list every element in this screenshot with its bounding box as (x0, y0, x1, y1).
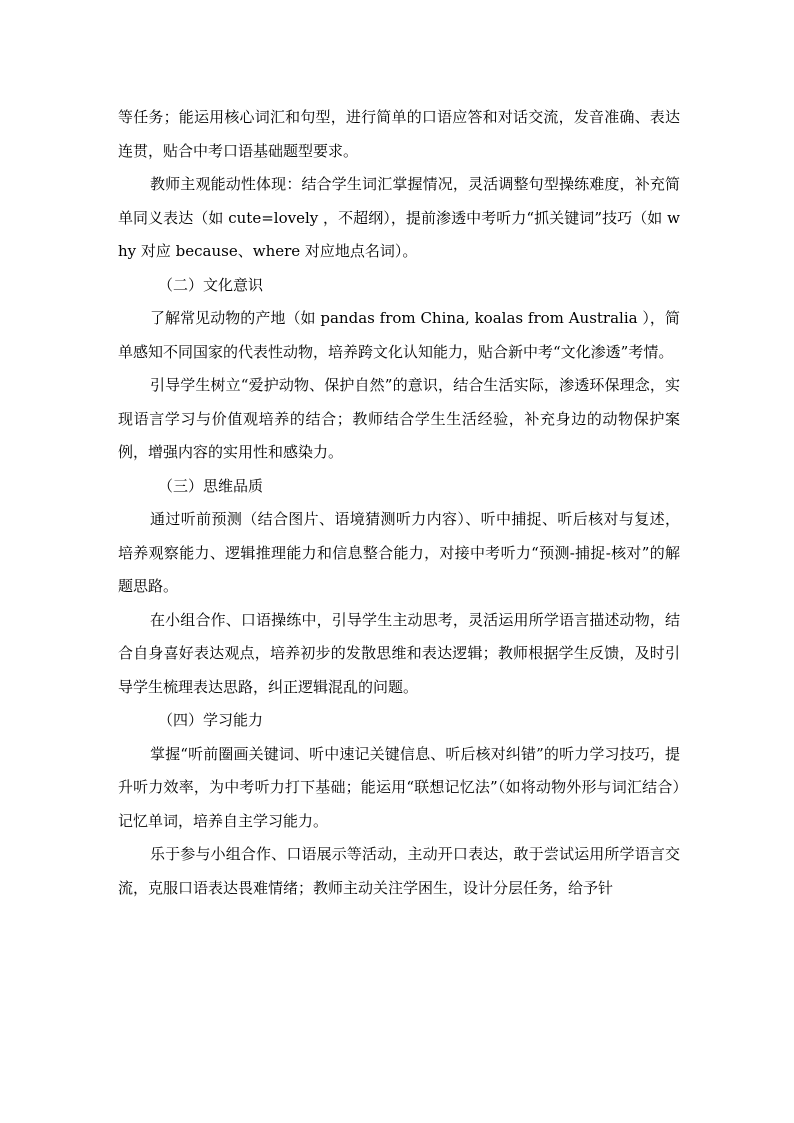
body-paragraph: 掌握“听前圈画关键词、听中速记关键信息、听后核对纠错”的听力学习技巧，提升听力效率，为中考听力打下基础；能运用“联想记忆法”（如将动物外形与词汇结合）记忆单词，培养自主学习能力。 (118, 744, 680, 830)
body-paragraph: 通过听前预测（结合图片、语境猜测听力内容）、听中捕捉、听后核对与复述，培养观察能力、逻辑推理能力和信息整合能力，对接中考听力“预测-捕捉-核对”的解题思路。 (118, 510, 680, 595)
section-heading-thinking: （三）思维品质 (158, 476, 264, 495)
section-heading-culture: （二）文化意识 (158, 275, 264, 294)
continuation-paragraph: 等任务；能运用核心词汇和句型，进行简单的口语应答和对话交流，发音准确、表达连贯，贴合中考口语基础题型要求。 (118, 108, 680, 160)
document-body (118, 101, 680, 905)
body-paragraph: 在小组合作、口语操练中，引导学生主动思考，灵活运用所学语言描述动物，结合自身喜好表达观点，培养初步的发散思维和表达逻辑；教师根据学生反馈，及时引导学生梳理表达思路，纠正逻辑混乱的问题。 (118, 610, 680, 696)
body-paragraph: 乐于参与小组合作、口语展示等活动，主动开口表达，敢于尝试运用所学语言交流，克服口语表达畏难情绪；教师主动关注学困生，设计分层任务，给予针 (118, 845, 680, 897)
section-heading-learning: （四）学习能力 (158, 711, 264, 729)
body-paragraph: 教师主观能动性体现：结合学生词汇掌握情况，灵活调整句型操练难度，补充简单同义表达（如 cute=lovely ，不超纲），提前渗透中考听力“抓关键词”技巧（如 why 对应 because、where 对应地点名词）。 (118, 175, 680, 260)
body-paragraph: 了解常见动物的产地（如 pandas from China, koalas from Australia ），简单感知不同国家的代表性动物，培养跨文化认知能力，贴合新中考“文化渗透”考情。 (118, 309, 680, 361)
body-paragraph: 引导学生树立“爱护动物、保护自然”的意识，结合生活实际，渗透环保理念，实现语言学习与价值观培养的结合；教师结合学生生活经验，补充身边的动物保护案例，增强内容的实用性和感染力。 (118, 376, 680, 461)
